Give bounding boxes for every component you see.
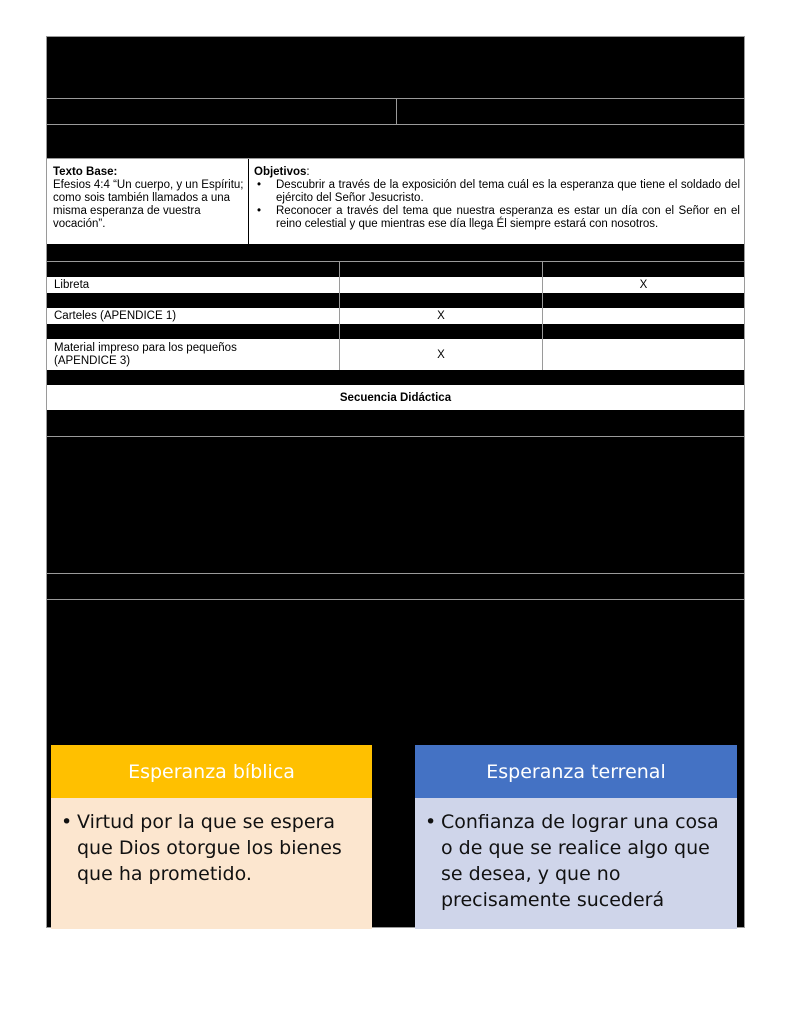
row-divider xyxy=(47,261,744,262)
card-esperanza-biblica xyxy=(51,745,372,929)
card-title: Esperanza bíblica xyxy=(128,760,295,783)
sequence-header xyxy=(47,385,744,410)
card-header xyxy=(51,745,372,798)
card-bullet: • Virtud por la que se espera que Dios otorgue los bienes que ha prometido. xyxy=(59,809,362,887)
lesson-plan-table xyxy=(46,36,745,928)
row-divider xyxy=(47,599,744,600)
objetivos-cell xyxy=(249,159,744,244)
column-divider xyxy=(542,324,543,339)
objetivos-title: Objetivos xyxy=(254,166,307,178)
material-mark xyxy=(543,308,744,324)
card-body xyxy=(415,798,737,929)
texto-base-text: Efesios 4:4 “Un cuerpo, y un Espíritu; como sois también llamados a una misma esperanza de vuestra vocación”. xyxy=(53,179,244,230)
material-mark: X xyxy=(340,339,543,370)
row-divider xyxy=(47,124,744,125)
card-bullet: • Confianza de lograr una cosa o de que se realice algo que se desea, y que no precisamente sucederá xyxy=(423,809,727,913)
objetivos-list xyxy=(254,179,740,231)
objetivo-item: • Reconocer a través del tema que nuestra esperanza es estar un día con el Señor en el reino celestial y que mientras ese día llega Él siempre estará con nosotros. xyxy=(254,205,740,231)
material-mark xyxy=(340,277,543,293)
material-mark: X xyxy=(639,279,648,291)
sequence-title: Secuencia Didáctica xyxy=(339,391,452,404)
objetivos-colon: : xyxy=(306,166,310,178)
material-mark: X xyxy=(340,308,543,324)
column-divider xyxy=(339,293,340,308)
material-name: Libreta xyxy=(47,277,340,293)
objetivo-item: • Descubrir a través de la exposición del tema cuál es la esperanza que tiene el soldado del ejército del Señor Jesucristo. xyxy=(254,179,740,205)
objetivos-heading xyxy=(254,166,740,179)
material-row xyxy=(47,277,744,293)
card-header xyxy=(415,745,737,798)
row-divider xyxy=(47,436,744,437)
card-title: Esperanza terrenal xyxy=(486,760,666,783)
column-divider xyxy=(396,98,397,124)
column-divider xyxy=(339,261,340,277)
texto-base-title: Texto Base: xyxy=(53,166,118,178)
column-divider xyxy=(542,261,543,277)
row-divider xyxy=(47,573,744,574)
column-divider xyxy=(542,293,543,308)
texto-base-cell xyxy=(47,159,248,244)
card-esperanza-terrenal xyxy=(415,745,737,929)
material-mark xyxy=(543,339,744,370)
column-divider xyxy=(339,324,340,339)
material-name: Material impreso para los pequeños (APENDICE 3) xyxy=(47,339,340,370)
material-row xyxy=(47,308,744,324)
card-body xyxy=(51,798,372,929)
material-row xyxy=(47,339,744,370)
material-name: Carteles (APENDICE 1) xyxy=(47,308,340,324)
